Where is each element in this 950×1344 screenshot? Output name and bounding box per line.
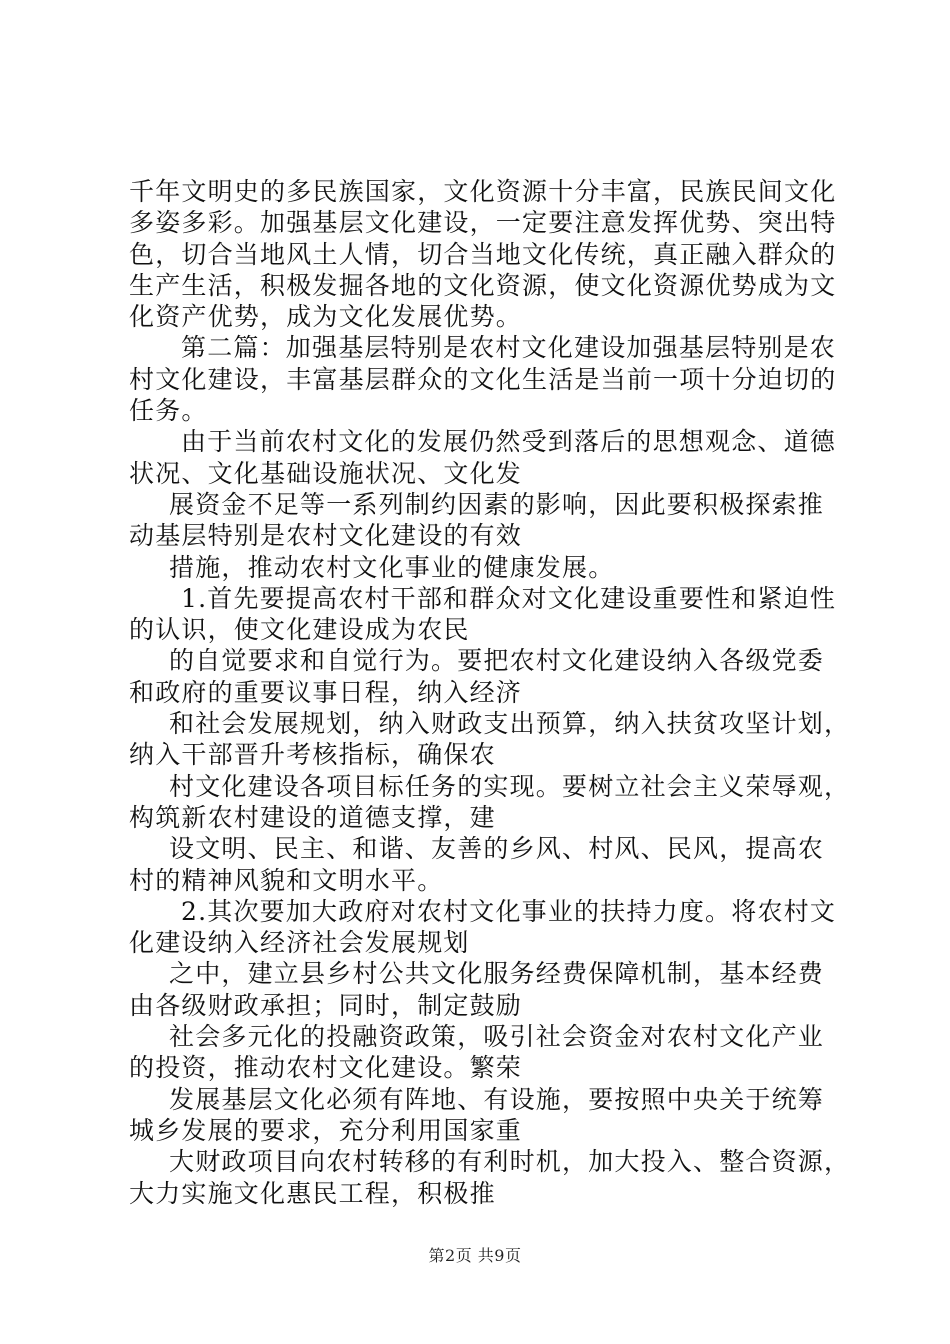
text-line: 任务。 [129, 396, 208, 426]
text-line: 村文化建设，丰富基层群众的文化生活是当前一项十分迫切的 [129, 364, 837, 394]
text-line: 社会多元化的投融资政策，吸引社会资金对农村文化产业 [169, 1022, 825, 1052]
section-heading-line: 第二篇：加强基层特别是农村文化建设加强基层特别是农 [181, 333, 837, 363]
text-line: 村文化建设各项目标任务的实现。要树立社会主义荣辱观， [169, 771, 851, 801]
text-line: 的投资，推动农村文化建设。繁荣 [129, 1053, 523, 1083]
text-line: 色，切合当地风土人情，切合当地文化传统，真正融入群众的 [129, 239, 837, 269]
text-line: 之中，建立县乡村公共文化服务经费保障机制，基本经费 [169, 959, 825, 989]
text-line: 纳入干部晋升考核指标，确保农 [129, 740, 496, 770]
text-line: 化资产优势，成为文化发展优势。 [129, 302, 523, 332]
text-line: 和社会发展规划，纳入财政支出预算，纳入扶贫攻坚计划， [169, 709, 851, 739]
text-line: 千年文明史的多民族国家，文化资源十分丰富，民族民间文化 [129, 177, 837, 206]
text-line: 和政府的重要议事日程，纳入经济 [129, 677, 523, 707]
text-line: 多姿多彩。加强基层文化建设，一定要注意发挥优势、突出特 [129, 208, 837, 238]
text-line: 展资金不足等一系列制约因素的影响，因此要积极探索推 [169, 489, 825, 519]
text-line: 生产生活，积极发掘各地的文化资源，使文化资源优势成为文 [129, 270, 837, 300]
body-text [129, 176, 849, 1209]
text-line: 的认识，使文化建设成为农民 [129, 615, 470, 645]
text-line: 设文明、民主、和谐、友善的乡风、村风、民风，提高农 [169, 834, 825, 864]
text-line: 构筑新农村建设的道德支撑，建 [129, 802, 496, 832]
list-item-line: 1.首先要提高农村干部和群众对文化建设重要性和紧迫性 [181, 583, 837, 613]
text-line: 由各级财政承担；同时，制定鼓励 [129, 990, 523, 1020]
text-line: 措施，推动农村文化事业的健康发展。 [169, 552, 615, 582]
text-line: 化建设纳入经济社会发展规划 [129, 928, 470, 958]
text-line: 大财政项目向农村转移的有利时机，加大投入、整合资源， [169, 1147, 851, 1177]
list-item-line: 2.其次要加大政府对农村文化事业的扶持力度。将农村文 [181, 896, 837, 926]
text-line: 状况、文化基础设施状况、文化发 [129, 458, 523, 488]
text-line: 的自觉要求和自觉行为。要把农村文化建设纳入各级党委 [169, 646, 825, 676]
text-line: 发展基层文化必须有阵地、有设施，要按照中央关于统筹 [169, 1084, 825, 1114]
text-line: 村的精神风貌和文明水平。 [129, 865, 444, 895]
text-line: 由于当前农村文化的发展仍然受到落后的思想观念、道德 [181, 427, 837, 457]
text-line: 动基层特别是农村文化建设的有效 [129, 521, 523, 551]
page-number-footer: 第2页 共9页 [428, 1246, 522, 1265]
text-line: 大力实施文化惠民工程，积极推 [129, 1178, 496, 1208]
text-line: 城乡发展的要求，充分利用国家重 [129, 1115, 523, 1145]
